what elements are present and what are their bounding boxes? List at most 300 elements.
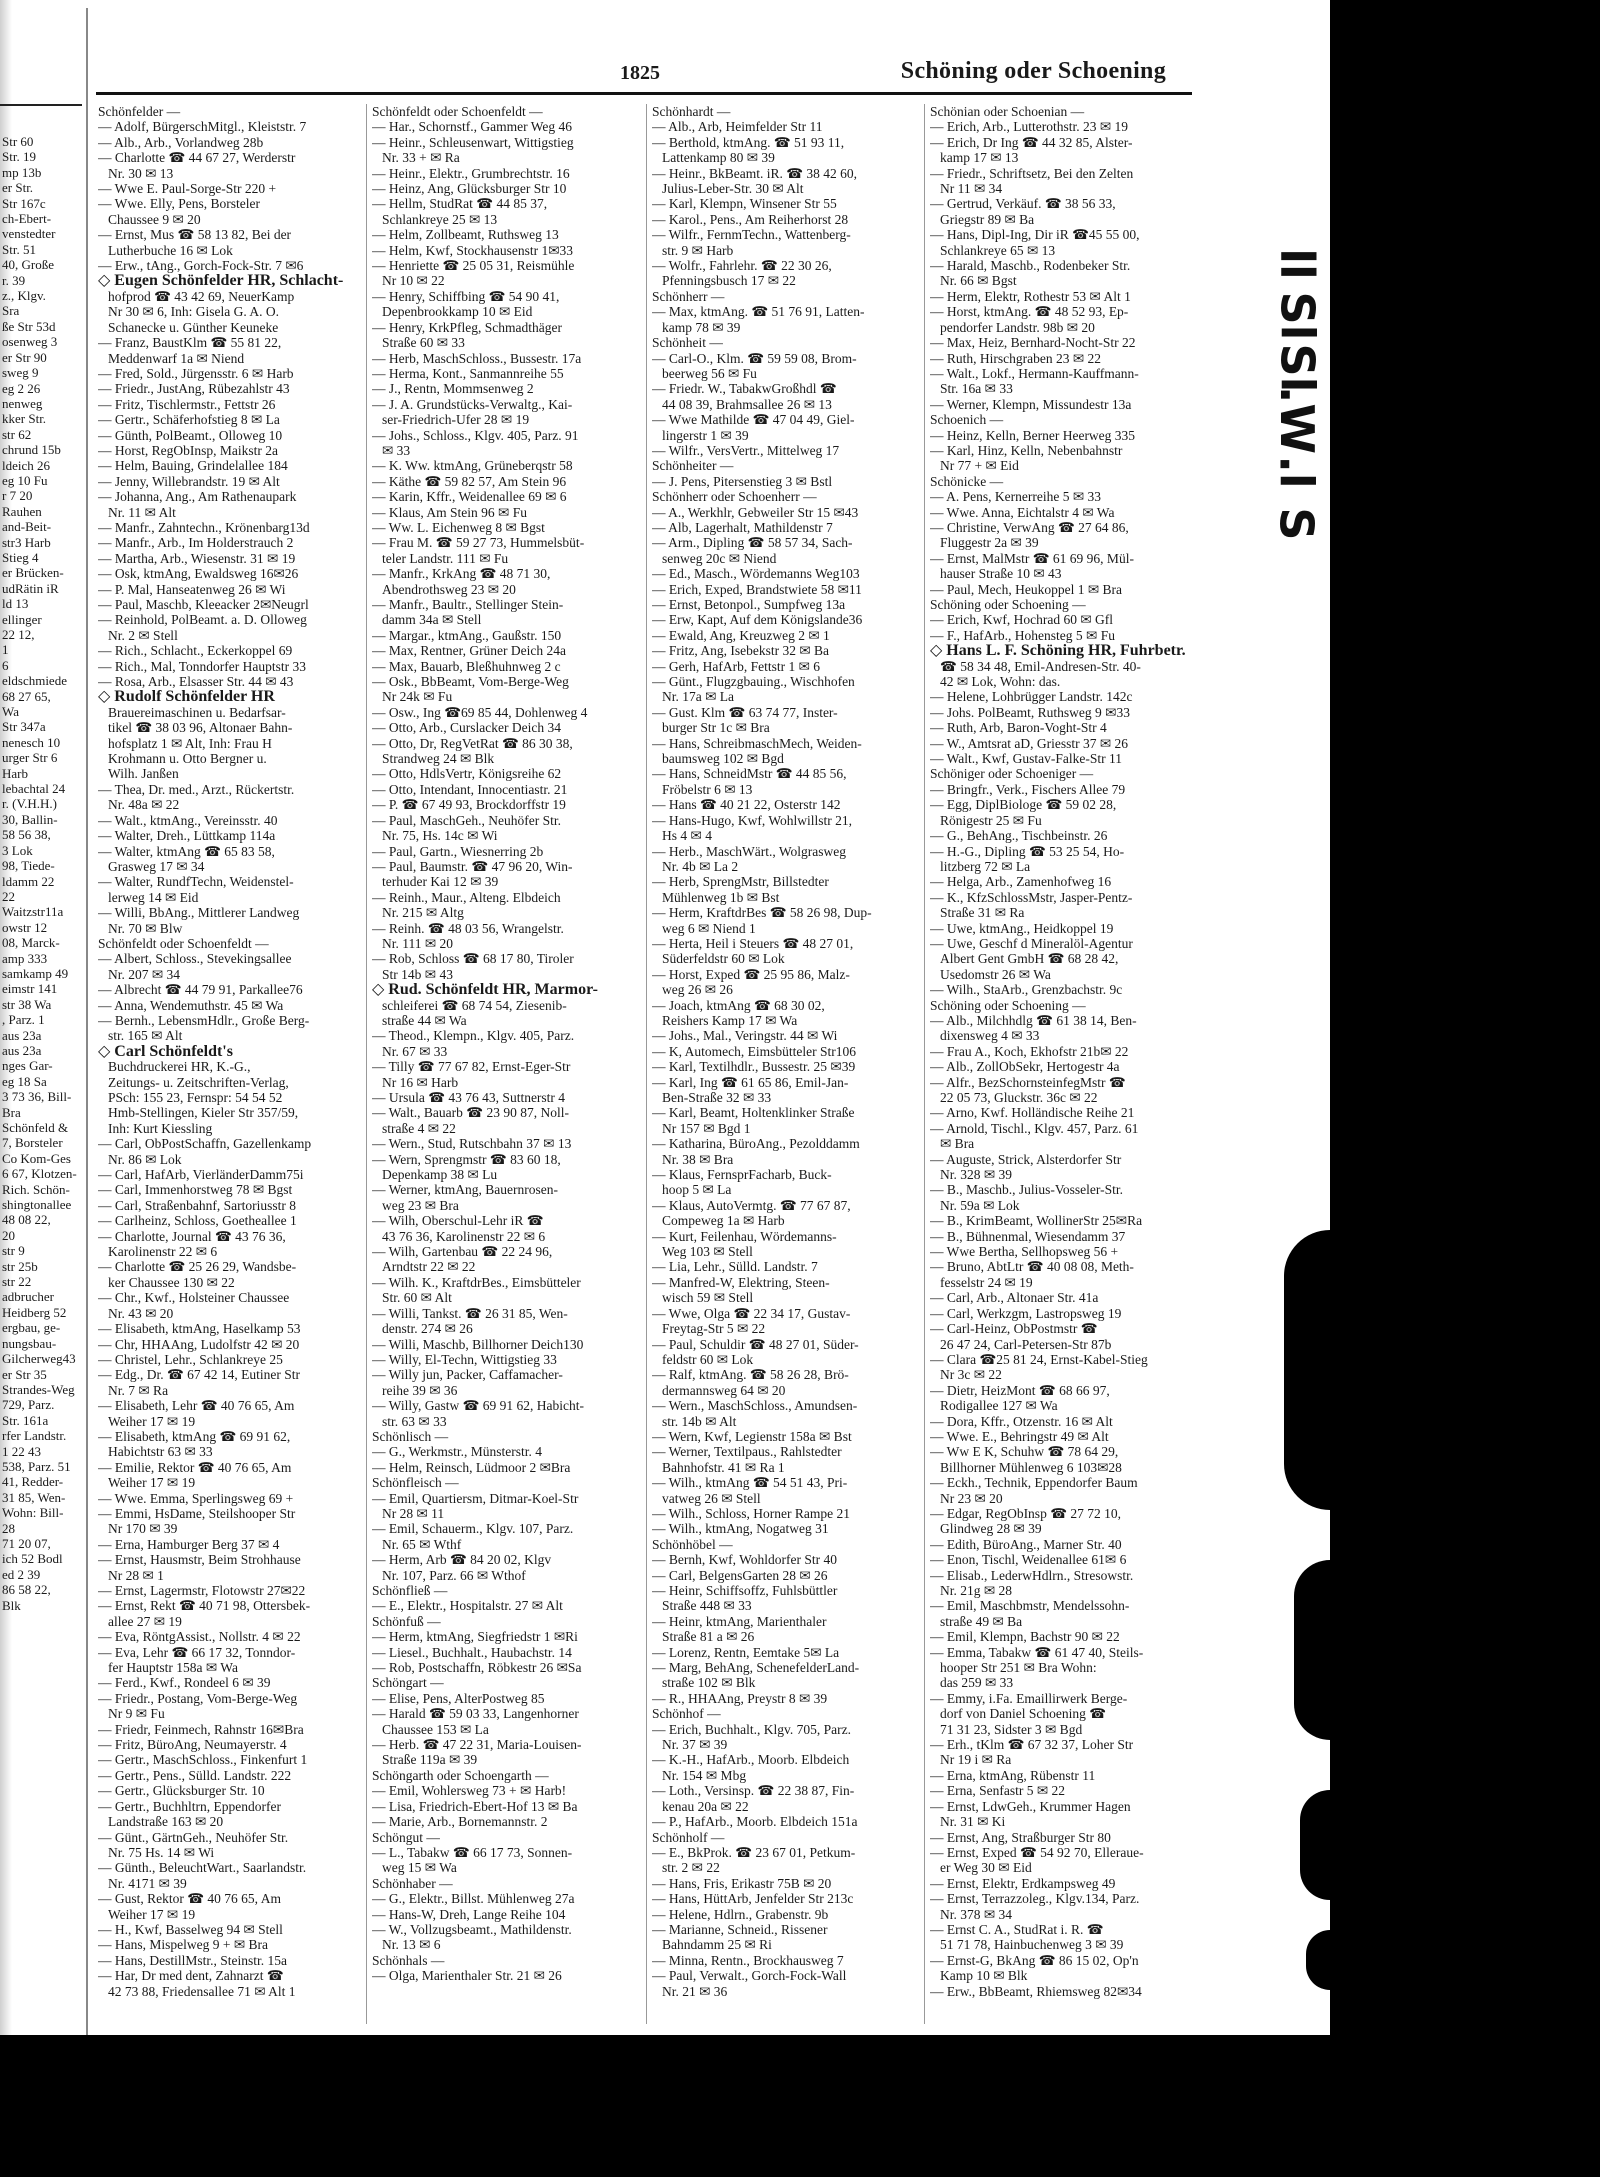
listing-line: — Erna, Hamburger Berg 37 ✉ 4 <box>98 1536 280 1552</box>
listing-line: schleiferei ☎ 68 74 54, Ziesenib- <box>382 997 567 1013</box>
listing-line: — Heinz, Kelln, Berner Heerweg 335 <box>930 427 1136 443</box>
listing-line: — P. ☎ 67 49 93, Brockdorffstr 19 <box>372 797 566 813</box>
listing-line: — Ewald, Ang, Kreuzweg 2 ✉ 1 <box>652 627 830 643</box>
sliver-line: 86 58 22, <box>2 1582 51 1598</box>
listing-line: litzberg 72 ✉ La <box>940 858 1031 874</box>
listing-line: dixensweg 4 ✉ 33 <box>940 1028 1040 1044</box>
listing-line: Depenkamp 38 ✉ Lu <box>382 1167 498 1183</box>
listing-line: Nr. 328 ✉ 39 <box>940 1167 1013 1183</box>
listing-line: — Edgar, RegObInsp ☎ 27 72 10, <box>930 1505 1122 1521</box>
listing-line: — Ruth, Arb, Baron-Voght-Str 4 <box>930 720 1107 736</box>
sliver-line: 08, Marck- <box>2 935 60 951</box>
listing-line: — Erw., tAng., Gorch-Fock-Str. 7 ✉6 <box>98 258 304 274</box>
listing-line: — Lisa, Friedrich-Ebert-Hof 13 ✉ Ba <box>372 1798 578 1814</box>
listing-line: Schöngarth oder Schoengarth — <box>372 1767 549 1783</box>
listing-line: — Dora, Kffr., Otzenstr. 16 ✉ Alt <box>930 1413 1113 1429</box>
listing-line: — Christel, Lehr., Schlankreye 25 <box>98 1351 283 1367</box>
listing-line: — Fritz, Tischlermstr., Fettstr 26 <box>98 396 276 412</box>
listing-line: — Elisabeth, ktmAng ☎ 69 91 62, <box>98 1428 291 1444</box>
listing-line: dorf von Daniel Schoening ☎ <box>940 1706 1107 1722</box>
listing-line: — Marianne, Schneid., Rissener <box>652 1921 828 1937</box>
listing-line: — Berthold, ktmAng. ☎ 51 93 11, <box>652 134 845 150</box>
sliver-line: , Parz. 1 <box>2 1012 45 1028</box>
sliver-line: owstr 12 <box>2 919 48 935</box>
sliver-line: nungsbau- <box>2 1335 57 1351</box>
listing-line: Nr. 65 ✉ Wthf <box>382 1536 462 1552</box>
listing-line: Rodigallee 127 ✉ Wa <box>940 1398 1058 1414</box>
listing-line: dermannsweg 64 ✉ 20 <box>662 1382 786 1398</box>
listing-line: — Ernst, Ang, Straßburger Str 80 <box>930 1829 1111 1845</box>
listing-line: — G., BehAng., Tischbeinstr. 26 <box>930 828 1108 844</box>
sliver-line: 6 67, Klotzen- <box>2 1166 77 1182</box>
listing-line: — Ernst, Lagermstr, Flotowstr 27✉22 <box>98 1583 306 1598</box>
listing-line: Nr. 111 ✉ 20 <box>382 935 454 951</box>
listing-line: ✉ 33 <box>382 442 411 458</box>
listing-line: — Har, Dr med dent, Zahnarzt ☎ <box>98 1968 284 1984</box>
listing-line: — Wolfr., Fahrlehr. ☎ 22 30 26, <box>652 258 832 274</box>
listing-line: Nr 157 ✉ Bgd 1 <box>662 1120 751 1136</box>
listing-line: — W., Amtsrat aD, Griesstr 37 ✉ 26 <box>930 735 1129 751</box>
listing-line: ser-Friedrich-Ufer 28 ✉ 19 <box>382 412 530 428</box>
listing-line: — Marie, Arb., Bornemannstr. 2 <box>372 1814 548 1830</box>
sliver-line: er Str. <box>2 180 34 196</box>
listing-line: Straße 119a ✉ 39 <box>382 1752 478 1768</box>
listing-line: Hs 4 ✉ 4 <box>662 828 712 844</box>
listing-line: str. 2 ✉ 22 <box>662 1860 720 1876</box>
sliver-line: Harb <box>2 765 28 781</box>
listing-line: — Herm, Arb ☎ 84 20 02, Klgv <box>372 1552 552 1568</box>
listing-line: Meddenwarf 1a ✉ Niend <box>108 350 245 366</box>
listing-line: — Ralf, ktmAng. ☎ 58 26 28, Brö- <box>652 1367 849 1383</box>
listing-line: 42 73 88, Friedensallee 71 ✉ Alt 1 <box>108 1983 296 1999</box>
listing-line: — Hans, SchneidMstr ☎ 44 85 56, <box>652 766 847 782</box>
listing-line: Lattenkamp 80 ✉ 39 <box>662 150 775 166</box>
listing-line: Buchdruckerei HR, K.-G., <box>108 1059 251 1075</box>
listing-line: Weg 103 ✉ Stell <box>662 1244 753 1260</box>
listing-line: — Rich., Mal, Tonndorfer Hauptstr 33 <box>98 658 307 674</box>
listing-line: — Reinh. ☎ 48 03 56, Wrangelstr. <box>372 920 564 936</box>
listing-line: — Thea, Dr. med., Arzt., Rückertstr. <box>98 781 295 797</box>
listing-line: — Herb, SprengMstr, Billstedter <box>652 874 829 890</box>
listing-line: — Fritz, BüroAng, Neumayerstr. 4 <box>98 1737 287 1753</box>
listing-line: — Helm, Zollbeamt, Ruthsweg 13 <box>372 227 559 243</box>
listing-line: — Heinr., Schleusenwart, Wittigstieg <box>372 134 574 150</box>
listing-line: — Hellm, StudRat ☎ 44 85 37, <box>372 196 548 212</box>
listing-line: Weiher 17 ✉ 19 <box>108 1413 196 1429</box>
sliver-line: Str. 51 <box>2 241 36 257</box>
listing-line: straße 102 ✉ Blk <box>662 1675 756 1691</box>
listing-line: Schöning oder Schoening — <box>930 597 1086 612</box>
listing-line: kamp 17 ✉ 13 <box>940 150 1019 166</box>
listing-line: — Erich, Buchhalt., Klgv. 705, Parz. <box>652 1721 851 1737</box>
listing-line: Fluggestr 2a ✉ 39 <box>940 535 1039 551</box>
directory-column-3 <box>652 104 920 2024</box>
listing-line: — Max, Bauarb, Bleßhuhnweg 2 c <box>372 658 561 674</box>
listing-line: — Hans, HüttArb, Jenfelder Str 213c <box>652 1891 854 1907</box>
listing-line: Nr 28 ✉ 1 <box>108 1567 164 1583</box>
listing-line: tikel ☎ 38 03 96, Altonaer Bahn- <box>108 720 293 736</box>
listing-line: — Gust, Rektor ☎ 40 76 65, Am <box>98 1891 281 1907</box>
listing-line: Schönheiter — <box>652 458 734 474</box>
listing-line: — Emmi, HsDame, Steilshooper Str <box>98 1505 296 1521</box>
listing-line: Str. 16a ✉ 33 <box>940 381 1013 397</box>
listing-line: — Klaus, FernsprFacharb, Buck- <box>652 1167 832 1183</box>
listing-line: — Edith, BüroAng., Marner Str. 40 <box>930 1536 1122 1552</box>
listing-line: — Helene, Lohbrügger Landstr. 142c <box>930 689 1133 705</box>
previous-page-sliver <box>0 80 82 1960</box>
sliver-line: ld 13 <box>2 596 29 612</box>
listing-line: Kamp 10 ✉ Blk <box>940 1968 1028 1984</box>
column-divider <box>366 104 367 2024</box>
listing-line: Wilh. Janßen <box>108 766 179 782</box>
listing-line: Nr 23 ✉ 20 <box>940 1490 1003 1506</box>
listing-line: — Herb., MaschWärt., Wolgrasweg <box>652 843 846 859</box>
edge-blot <box>1300 1790 1330 1900</box>
listing-line: — Erw, Kapt, Auf dem Königslande36 <box>652 612 863 628</box>
listing-line: — F., HafArb., Hohensteg 5 ✉ Fu <box>930 627 1115 643</box>
listing-line: — Heinr, Schiffsoffz, Fuhlsbüttler <box>652 1583 838 1598</box>
listing-line: Schönholf — <box>652 1829 725 1845</box>
listing-line: Nr 28 ✉ 11 <box>382 1505 445 1521</box>
listing-line: — Erich, Exped, Brandstwiete 58 ✉11 <box>652 581 862 597</box>
listing-line: Grasweg 17 ✉ 34 <box>108 858 205 874</box>
listing-line: Schönfleisch — <box>372 1475 459 1491</box>
margin-stamp <box>1268 238 1326 718</box>
listing-line: Mühlenweg 1b ✉ Bst <box>662 889 780 905</box>
listing-line: denstr. 274 ✉ 26 <box>382 1321 473 1337</box>
listing-line: — Erna, Senfastr 5 ✉ 22 <box>930 1783 1066 1799</box>
listing-line: Nr. 21 ✉ 36 <box>662 1983 728 1999</box>
sliver-line: 20 <box>2 1227 15 1243</box>
listing-line: — K. Ww. ktmAng, Grüneberqstr 58 <box>372 458 573 474</box>
listing-line: — Käthe ☎ 59 82 57, Am Stein 96 <box>372 473 567 489</box>
listing-line: Ben-Straße 32 ✉ 33 <box>662 1090 772 1105</box>
listing-line: — Hans-Hugo, Kwf, Wohlwillstr 21, <box>652 812 853 828</box>
sliver-line: urger Str 6 <box>2 750 58 766</box>
listing-line: — Eva, Lehr ☎ 66 17 32, Tonndor- <box>98 1644 296 1660</box>
listing-line: pendorfer Landstr. 98b ✉ 20 <box>940 319 1095 335</box>
listing-line: — Günth., BeleuchtWart., Saarlandstr. <box>98 1860 307 1876</box>
listing-line: — Ursula ☎ 43 76 43, Suttnerstr 4 <box>372 1090 566 1105</box>
listing-line: weg 6 ✉ Niend 1 <box>662 920 756 936</box>
listing-line: beerweg 56 ✉ Fu <box>662 365 757 381</box>
listing-line: Schönhöbel — <box>652 1536 733 1552</box>
sliver-line: sweg 9 <box>2 365 39 381</box>
listing-line: — Erna, ktmAng, Rübenstr 11 <box>930 1767 1096 1783</box>
sliver-line: 41, Redder- <box>2 1474 64 1490</box>
listing-line: Schönfelder — <box>98 104 181 119</box>
listing-line: — Hans, Mispelweg 9 + ✉ Bra <box>98 1937 269 1953</box>
listing-line: — Marg, BehAng, SchenefelderLand- <box>652 1660 860 1676</box>
listing-line: — Helga, Arb., Zamenhofweg 16 <box>930 874 1112 890</box>
listing-line: — Walt., Bauarb ☎ 23 90 87, Noll- <box>372 1105 569 1121</box>
listing-line: Karolinenstr 22 ✉ 6 <box>108 1244 218 1260</box>
listing-line: — Ernst, Terrazzoleg., Klgv.134, Parz. <box>930 1891 1140 1907</box>
listing-line: — Carl, Straßenbahnf, Sartoriusstr 8 <box>98 1197 296 1213</box>
listing-line: — Osk., BbBeamt, Vom-Berge-Weg <box>372 674 569 690</box>
listing-line: — P. Mal, Hanseatenweg 26 ✉ Wi <box>98 581 286 597</box>
listing-line: — Heinz, Ang, Glücksburger Str 10 <box>372 181 567 197</box>
listing-line: Nr. 17a ✉ La <box>662 689 735 705</box>
listing-line: — Alb., Milchhdlg ☎ 61 38 14, Ben- <box>930 1012 1137 1028</box>
sliver-line: lebachtal 24 <box>2 781 66 797</box>
listing-line: — Katharina, BüroAng., Pezolddamm <box>652 1136 860 1152</box>
listing-line: — Manfr., KrkAng ☎ 48 71 30, <box>372 566 551 582</box>
listing-line: str. 63 ✉ 33 <box>382 1413 447 1429</box>
listing-line: wisch 59 ✉ Stell <box>662 1290 754 1306</box>
listing-line: — Herb, MaschSchloss., Bussestr. 17a <box>372 350 582 366</box>
listing-line: — Hans, Fris, Erikastr 75B ✉ 20 <box>652 1875 832 1891</box>
listing-line: Fröbelstr 6 ✉ 13 <box>662 781 753 797</box>
listing-line: — Max, ktmAng. ☎ 51 76 91, Latten- <box>652 304 865 320</box>
listing-line: — Karl, Beamt, Holtenklinker Straße <box>652 1105 855 1121</box>
listing-line: — Helm, Reinsch, Lüdmoor 2 ✉Bra <box>372 1459 571 1475</box>
listing-line: — Werner, Textilpaus., Rahlstedter <box>652 1444 842 1460</box>
listing-line: — Hans ☎ 40 21 22, Osterstr 142 <box>652 797 841 813</box>
listing-line: — Henry, KrkPfleg, Schmadthäger <box>372 319 562 335</box>
sliver-line: samkamp 49 <box>2 965 69 981</box>
listing-line: Schönian oder Schoenian — <box>930 104 1085 119</box>
listing-line: — Klaus, AutoVermtg. ☎ 77 67 87, <box>652 1197 851 1213</box>
listing-line: Nr. 37 ✉ 39 <box>662 1737 728 1753</box>
sliver-line: shingtonallee <box>2 1197 72 1213</box>
listing-line: — Christine, VerwAng ☎ 27 64 86, <box>930 519 1129 535</box>
listing-line: — Clara ☎25 81 24, Ernst-Kabel-Stieg <box>930 1351 1148 1367</box>
sliver-line: 58 56 38, <box>2 827 51 843</box>
listing-line: Nr. 2 ✉ Stell <box>108 627 178 643</box>
listing-line: — Loth., Versinsp. ☎ 22 38 87, Fin- <box>652 1783 855 1799</box>
margin-stamp-glyph: ll <box>1269 248 1324 280</box>
listing-line: Schanecke u. Günther Keuneke <box>108 319 279 335</box>
listing-line: — Manfr., Zahntechn., Krönenbarg13d <box>98 519 310 535</box>
listing-line: — Wern, Sprengmstr ☎ 83 60 18, <box>372 1151 561 1167</box>
sliver-line: Stieg 4 <box>2 549 39 565</box>
listing-line: er Weg 30 ✉ Eid <box>940 1860 1032 1876</box>
listing-line: — E., Elektr., Hospitalstr. 27 ✉ Alt <box>372 1598 563 1614</box>
listing-line: — Willi, Tankst. ☎ 26 31 85, Wen- <box>372 1305 568 1321</box>
listing-line: — H., Kwf, Basselweg 94 ✉ Stell <box>98 1921 283 1937</box>
listing-line: Nr. 13 ✉ 6 <box>382 1937 441 1953</box>
listing-line: Schönhardt — <box>652 104 731 119</box>
listing-line: lingerstr 1 ✉ 39 <box>662 427 749 443</box>
sliver-line: nges Gar- <box>2 1058 53 1074</box>
listing-line: — Wwe Mathilde ☎ 47 04 49, Giel- <box>652 412 855 428</box>
sliver-line: 1 22 43 <box>2 1443 41 1459</box>
listing-line: Nr 24k ✉ Fu <box>382 689 453 705</box>
listing-line: — Wwe. Anna, Eichtalstr 4 ✉ Wa <box>930 504 1115 520</box>
sliver-line: 3 Lok <box>2 842 33 858</box>
listing-line: — Alb., Arb, Heimfelder Str 11 <box>652 119 823 135</box>
listing-line: — Paul, Mech, Heukoppel 1 ✉ Bra <box>930 581 1123 597</box>
sliver-line: Str 347a <box>2 719 46 735</box>
listing-line: Schönlisch — <box>372 1428 449 1444</box>
listing-line: — Wern., Stud, Rutschbahn 37 ✉ 13 <box>372 1136 572 1152</box>
listing-line: — Ernst, Exped ☎ 54 92 70, Elleraue- <box>930 1844 1144 1860</box>
listing-line: — Walter, ktmAng ☎ 65 83 58, <box>98 843 275 859</box>
listing-line: Brauereimaschinen u. Bedarfsar- <box>108 704 286 720</box>
listing-line: — J. A. Grundstücks-Verwaltg., Kai- <box>372 396 573 412</box>
listing-line: — Johs. PolBeamt, Ruthsweg 9 ✉33 <box>930 704 1130 720</box>
listing-line: ◇ Hans L. F. Schöning HR, Fuhrbetr. <box>930 643 1186 659</box>
listing-line: 43 76 36, Karolinenstr 22 ✉ 6 <box>382 1228 546 1244</box>
sliver-line: eg 18 Sa <box>2 1073 47 1089</box>
listing-line: Schönherr — <box>652 288 725 304</box>
listing-line: Glindweg 28 ✉ 39 <box>940 1521 1042 1537</box>
sliver-line: nenweg <box>2 395 43 411</box>
sliver-line: mp 13b <box>2 164 42 180</box>
listing-line: Nr. 4171 ✉ 39 <box>108 1875 187 1891</box>
listing-line: Schöngart — <box>372 1675 444 1691</box>
listing-line: Chaussee 9 ✉ 20 <box>108 211 201 227</box>
listing-line: straße 4 ✉ 22 <box>382 1120 456 1136</box>
listing-line: Weiher 17 ✉ 19 <box>108 1475 196 1491</box>
sliver-line: Gilcherweg43 <box>2 1351 76 1367</box>
listing-line: — Wwe Bertha, Sellhopsweg 56 + <box>930 1244 1119 1260</box>
listing-line: — Gertr., Buchhltrn, Eppendorfer <box>98 1798 281 1814</box>
listing-line: Nr. 378 ✉ 34 <box>940 1906 1013 1922</box>
listing-line: — Gertr., Schäferhofstieg 8 ✉ La <box>98 412 280 428</box>
listing-line: Rönigestr 25 ✉ Fu <box>940 812 1042 828</box>
sliver-line: 98, Tiede- <box>2 858 55 874</box>
sliver-line: Wohn: Bill- <box>2 1505 64 1521</box>
sliver-line: Co Kom-Ges <box>2 1150 71 1166</box>
sliver-line: Waitzstr11a <box>2 904 64 920</box>
listing-line: — Ernst, Rekt ☎ 40 71 98, Ottersbek- <box>98 1598 311 1614</box>
listing-line: Nr. 154 ✉ Mbg <box>662 1767 747 1783</box>
listing-line: Schönfeldt oder Schoenfeldt — <box>98 935 269 951</box>
listing-line: — Alfr., BezSchornsteinfegMstr ☎ <box>930 1074 1126 1090</box>
listing-line: Landstraße 163 ✉ 20 <box>108 1814 224 1830</box>
listing-line: — Franz, BaustKlm ☎ 55 81 22, <box>98 335 282 351</box>
listing-line: Straße 60 ✉ 33 <box>382 335 465 351</box>
listing-line: Nr. 207 ✉ 34 <box>108 966 181 982</box>
sliver-line: Blk <box>2 1597 21 1613</box>
listing-line: — Otto, Dr, RegVetRat ☎ 86 30 38, <box>372 735 573 751</box>
listing-line: — Uwe, ktmAng., Heidkoppel 19 <box>930 920 1114 936</box>
listing-line: — Gertrud, Verkäuf. ☎ 38 56 33, <box>930 196 1116 212</box>
margin-stamp-glyph: Sl <box>1270 343 1324 393</box>
previous-page-rule <box>0 104 82 106</box>
listing-line: Abendrothsweg 23 ✉ 20 <box>382 581 516 597</box>
column-divider <box>924 104 925 2024</box>
listing-line: str. 9 ✉ Harb <box>662 242 734 258</box>
sliver-line: chrund 15b <box>2 442 61 458</box>
listing-line: ◇ Carl Schönfeldt's <box>98 1043 233 1060</box>
listing-line: — Friedr., Postang, Vom-Berge-Weg <box>98 1690 298 1706</box>
listing-line: — Wilh, Gartenbau ☎ 22 24 96, <box>372 1244 553 1260</box>
listing-line: senweg 20c ✉ Niend <box>662 550 777 566</box>
listing-line: — Ernst, Betonpol., Sumpfweg 13a <box>652 597 846 612</box>
listing-line: — Frau A., Koch, Ekhofstr 21b✉ 22 <box>930 1043 1129 1059</box>
listing-line: Inh: Kurt Kiessling <box>108 1120 213 1136</box>
listing-line: — Charlotte ☎ 25 26 29, Wandsbe- <box>98 1259 297 1275</box>
sliver-line: r. 39 <box>2 272 26 288</box>
listing-line: Nr. 38 ✉ Bra <box>662 1151 734 1167</box>
listing-line: Nr 16 ✉ Harb <box>382 1074 459 1090</box>
listing-line: — Wilh. K., KraftdrBes., Eimsbütteler <box>372 1274 581 1290</box>
listing-line: — Karol., Pens., Am Reiherhorst 28 <box>652 211 849 227</box>
sliver-line: Str 60 <box>2 134 34 149</box>
sliver-line: ed 2 39 <box>2 1566 41 1582</box>
listing-line: Schönheit — <box>652 335 723 351</box>
listing-line: feldstr 60 ✉ Lok <box>662 1351 754 1367</box>
listing-line: Weiher 17 ✉ 19 <box>108 1906 196 1922</box>
listing-line: 26 47 24, Carl-Petersen-Str 87b <box>940 1336 1112 1352</box>
listing-line: — Anna, Wendemuthstr. 45 ✉ Wa <box>98 997 284 1013</box>
sliver-line: ldeich 26 <box>2 457 51 473</box>
listing-line: — Fritz, Ang, Isebekstr 32 ✉ Ba <box>652 643 830 659</box>
sliver-line: eldschmiede <box>2 673 67 689</box>
listing-line: Hmb-Stellingen, Kieler Str 357/59, <box>108 1105 299 1121</box>
sliver-line: 22 12, <box>2 627 35 642</box>
listing-line: — Gertr., Glücksburger Str. 10 <box>98 1783 265 1799</box>
sliver-line: Rich. Schön- <box>2 1181 70 1197</box>
sliver-line: Strandes-Weg <box>2 1381 75 1397</box>
listing-line: — Hans, SchreibmaschMech, Weiden- <box>652 735 862 751</box>
listing-line: Zeitungs- u. Zeitschriften-Verlag, <box>108 1074 289 1090</box>
listing-line: Nr 10 ✉ 22 <box>382 273 445 289</box>
listing-line: Albert Gent GmbH ☎ 68 28 42, <box>940 951 1119 967</box>
listing-line: — Manfred-W, Elektring, Steen- <box>652 1274 830 1290</box>
listing-line: — Edg., Dr. ☎ 67 42 14, Eutiner Str <box>98 1367 301 1383</box>
listing-line: — Lorenz, Rentn, Eemtake 5✉ La <box>652 1644 840 1660</box>
listing-line: — Heinr, ktmAng, Marienthaler <box>652 1613 827 1629</box>
listing-line: — Uwe, Geschf d Mineralöl-Agentur <box>930 935 1133 951</box>
listing-line: — Carlheinz, Schloss, Goetheallee 1 <box>98 1213 297 1229</box>
listing-line: — Elisab., LederwHdlrn., Stresowstr. <box>930 1567 1134 1583</box>
sliver-line: 30, Ballin- <box>2 811 58 827</box>
listing-line: — Walter, Dreh., Lüttkamp 114a <box>98 828 276 844</box>
sliver-line: 22 <box>2 888 15 904</box>
listing-line: — Herm, ktmAng, Siegfriedstr 1 ✉Ri <box>372 1629 578 1645</box>
listing-line: Nr. 59a ✉ Lok <box>940 1197 1020 1213</box>
previous-page-lines <box>2 134 77 1613</box>
sliver-line: 48 08 22, <box>2 1212 51 1228</box>
sliver-line: z., Klgv. <box>2 288 46 304</box>
listing-line: 44 08 39, Brahmsallee 26 ✉ 13 <box>662 396 832 412</box>
listing-line: — Otto, Arb., Curslacker Deich 34 <box>372 720 561 736</box>
margin-stamp-glyph: .W <box>1270 385 1324 455</box>
listing-line: — Eckh., Technik, Eppendorfer Baum <box>930 1475 1138 1491</box>
listing-line: — Wilh., StaArb., Grenzbachstr. 9c <box>930 982 1123 998</box>
listing-line: — Ww. L. Eichenweg 8 ✉ Bgst <box>372 519 545 535</box>
listing-line: straße 44 ✉ Wa <box>382 1012 467 1028</box>
listing-line: ✉ Bra <box>940 1136 975 1152</box>
listing-line: — Emilie, Rektor ☎ 40 76 65, Am <box>98 1459 292 1475</box>
sliver-line: 71 20 07, <box>2 1535 51 1551</box>
listing-line: — Ernst, Hausmstr, Beim Strohhause <box>98 1552 301 1568</box>
listing-line: Arndtstr 22 ✉ 22 <box>382 1259 476 1275</box>
listing-line: 22 05 73, Gluckstr. 36c ✉ 22 <box>940 1090 1098 1105</box>
listing-line: Nr. 43 ✉ 20 <box>108 1305 174 1321</box>
listing-line: — Charlotte ☎ 44 67 27, Werderstr <box>98 150 296 166</box>
listing-line: — Erich, Dr Ing ☎ 44 32 85, Alster- <box>930 134 1133 150</box>
page-header <box>96 58 1166 88</box>
listing-line: Strandweg 24 ✉ Blk <box>382 751 495 767</box>
sliver-line: 28 <box>2 1520 15 1536</box>
sliver-line: Sra <box>2 303 20 319</box>
listing-line: — W., Vollzugsbeamt., Mathildenstr. <box>372 1921 572 1937</box>
listing-line: Nr. 21g ✉ 28 <box>940 1583 1013 1598</box>
listing-line: — Carl, Arb., Altonaer Str. 41a <box>930 1290 1099 1306</box>
listing-line: — Walt., Lokf., Hermann-Kauffmann- <box>930 365 1139 381</box>
listing-line: — Karl, Ing ☎ 61 65 86, Emil-Jan- <box>652 1074 849 1090</box>
listing-line: — A., Werkhlr, Gebweiler Str 15 ✉43 <box>652 504 859 520</box>
listing-line: — Herta, Heil i Steuers ☎ 48 27 01, <box>652 935 854 951</box>
listing-line: weg 26 ✉ 26 <box>662 982 733 998</box>
listing-line: teler Landstr. 111 ✉ Fu <box>382 550 509 566</box>
directory-column-2 <box>372 104 640 2024</box>
